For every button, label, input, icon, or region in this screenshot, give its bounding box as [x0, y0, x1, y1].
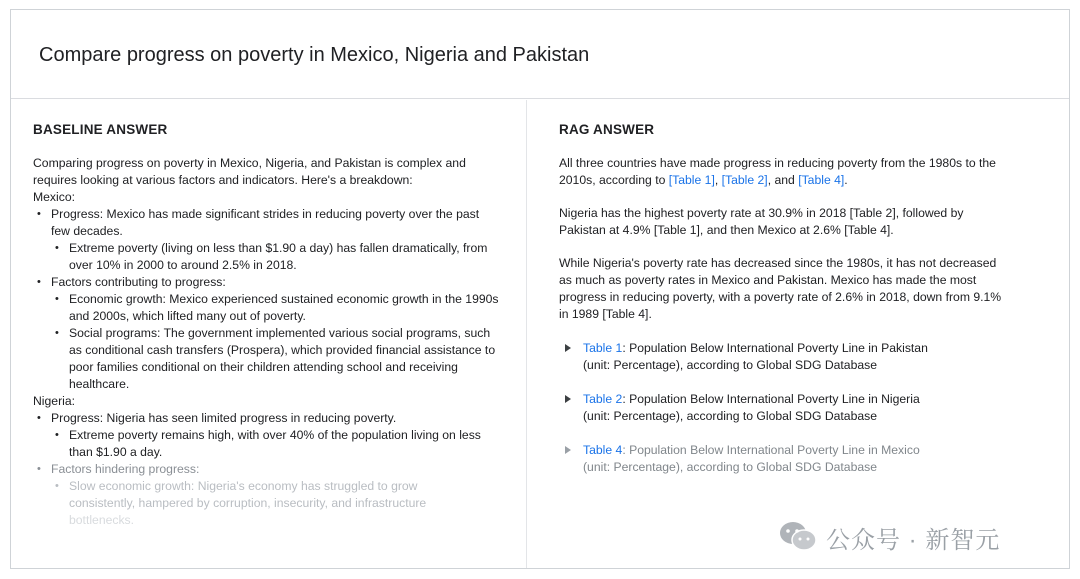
rag-answer-title: RAG ANSWER: [559, 122, 655, 137]
reference-source: (unit: Percentage), according to Global SDG Database: [583, 460, 878, 474]
wechat-watermark: [778, 517, 1000, 557]
list-item: [33, 478, 499, 529]
reference-table-2-link[interactable]: Table 2: [583, 392, 623, 406]
expand-triangle-icon[interactable]: [565, 446, 571, 454]
reference-table-1[interactable]: [565, 340, 1070, 374]
reference-source: (unit: Percentage), according to Global SDG Database: [583, 358, 878, 372]
rag-answer-column: [527, 100, 1070, 568]
expand-triangle-icon[interactable]: [565, 344, 571, 352]
baseline-answer-body: [33, 155, 526, 529]
expand-triangle-icon[interactable]: [565, 395, 571, 403]
list-item: • Progress: Mexico has made significant strides in reducing poverty over the past few decades.: [33, 206, 491, 240]
rag-p1-text: All three countries have made progress in reducing poverty from the 1980s to the 2010s, according to: [559, 156, 996, 187]
wechat-icon: [778, 520, 818, 554]
reference-table-4-link[interactable]: Table 4: [583, 443, 623, 457]
list-item: • Factors contributing to progress:: [33, 274, 491, 291]
nigeria-heading: Nigeria:: [33, 394, 75, 408]
list-item: • Extreme poverty (living on less than $1.90 a day) has fallen dramatically, from over 10% in 2000 to around 2.5% in 2018.: [33, 240, 499, 274]
table-2-citation-link[interactable]: [Table 2]: [721, 173, 768, 187]
list-item: • Extreme poverty remains high, with over 40% of the population living on less than $1.90 a day.: [33, 427, 499, 461]
separator: .: [844, 173, 848, 187]
reference-table-1-link[interactable]: Table 1: [583, 341, 623, 355]
table-1-citation-link[interactable]: [Table 1]: [668, 173, 715, 187]
reference-table-4[interactable]: [565, 442, 1070, 476]
baseline-intro: Comparing progress on poverty in Mexico, Nigeria, and Pakistan is complex and requires looking at various factors and indicators. Here's a breakdown:: [33, 156, 466, 187]
reference-table-2[interactable]: [565, 391, 1070, 425]
list-item: • Factors hindering progress:: [33, 461, 491, 478]
faded-line: consistently, hampered by corruption, insecurity, and infrastructure: [69, 496, 427, 510]
comparison-panel: [10, 9, 1070, 569]
separator: , and: [767, 173, 795, 187]
baseline-answer-column: [11, 100, 527, 568]
rag-paragraph-2: Nigeria has the highest poverty rate at 30.9% in 2018 [Table 2], followed by Pakistan at 4.9% [Table 1], and then Mexico at 2.6% [Table 4].: [559, 206, 964, 237]
rag-paragraph-3: While Nigeria's poverty rate has decreased since the 1980s, it has not decreased as much as poverty rates in Mexico and Pakistan. Mexico has made the most progress in reducing poverty, with a poverty rate of 2.6% in 2018, down from 9.1% in 1989 [Table 4].: [559, 256, 1002, 321]
list-item: • Economic growth: Mexico experienced sustained economic growth in the 1990s and 2000s, which lifted many out of poverty.: [33, 291, 499, 325]
reference-source: (unit: Percentage), according to Global SDG Database: [583, 409, 878, 423]
rag-answer-body: [559, 155, 1070, 476]
reference-desc: : Population Below International Poverty Line in Nigeria: [622, 392, 920, 406]
list-item: • Social programs: The government implemented various social programs, such as conditional cash transfers (Prospera), which provided financial assistance to poor families conditional on their children attending school and receiving healthcare.: [33, 325, 499, 393]
separator: ,: [714, 173, 719, 187]
baseline-answer-title: BASELINE ANSWER: [33, 122, 168, 137]
faded-line: bottlenecks.: [69, 513, 135, 527]
watermark-text: 公众号 · 新智元: [826, 526, 1001, 554]
reference-desc: : Population Below International Poverty Line in Mexico: [622, 443, 920, 457]
mexico-heading: Mexico:: [33, 190, 75, 204]
table-4-citation-link[interactable]: [Table 4]: [798, 173, 845, 187]
rag-paragraph-1: [559, 155, 1009, 189]
list-item: • Progress: Nigeria has seen limited progress in reducing poverty.: [33, 410, 491, 427]
faded-line: • Slow economic growth: Nigeria's economy has struggled to grow: [69, 479, 418, 493]
reference-desc: : Population Below International Poverty Line in Pakistan: [622, 341, 928, 355]
query-title: Compare progress on poverty in Mexico, Nigeria and Pakistan: [11, 10, 1069, 99]
